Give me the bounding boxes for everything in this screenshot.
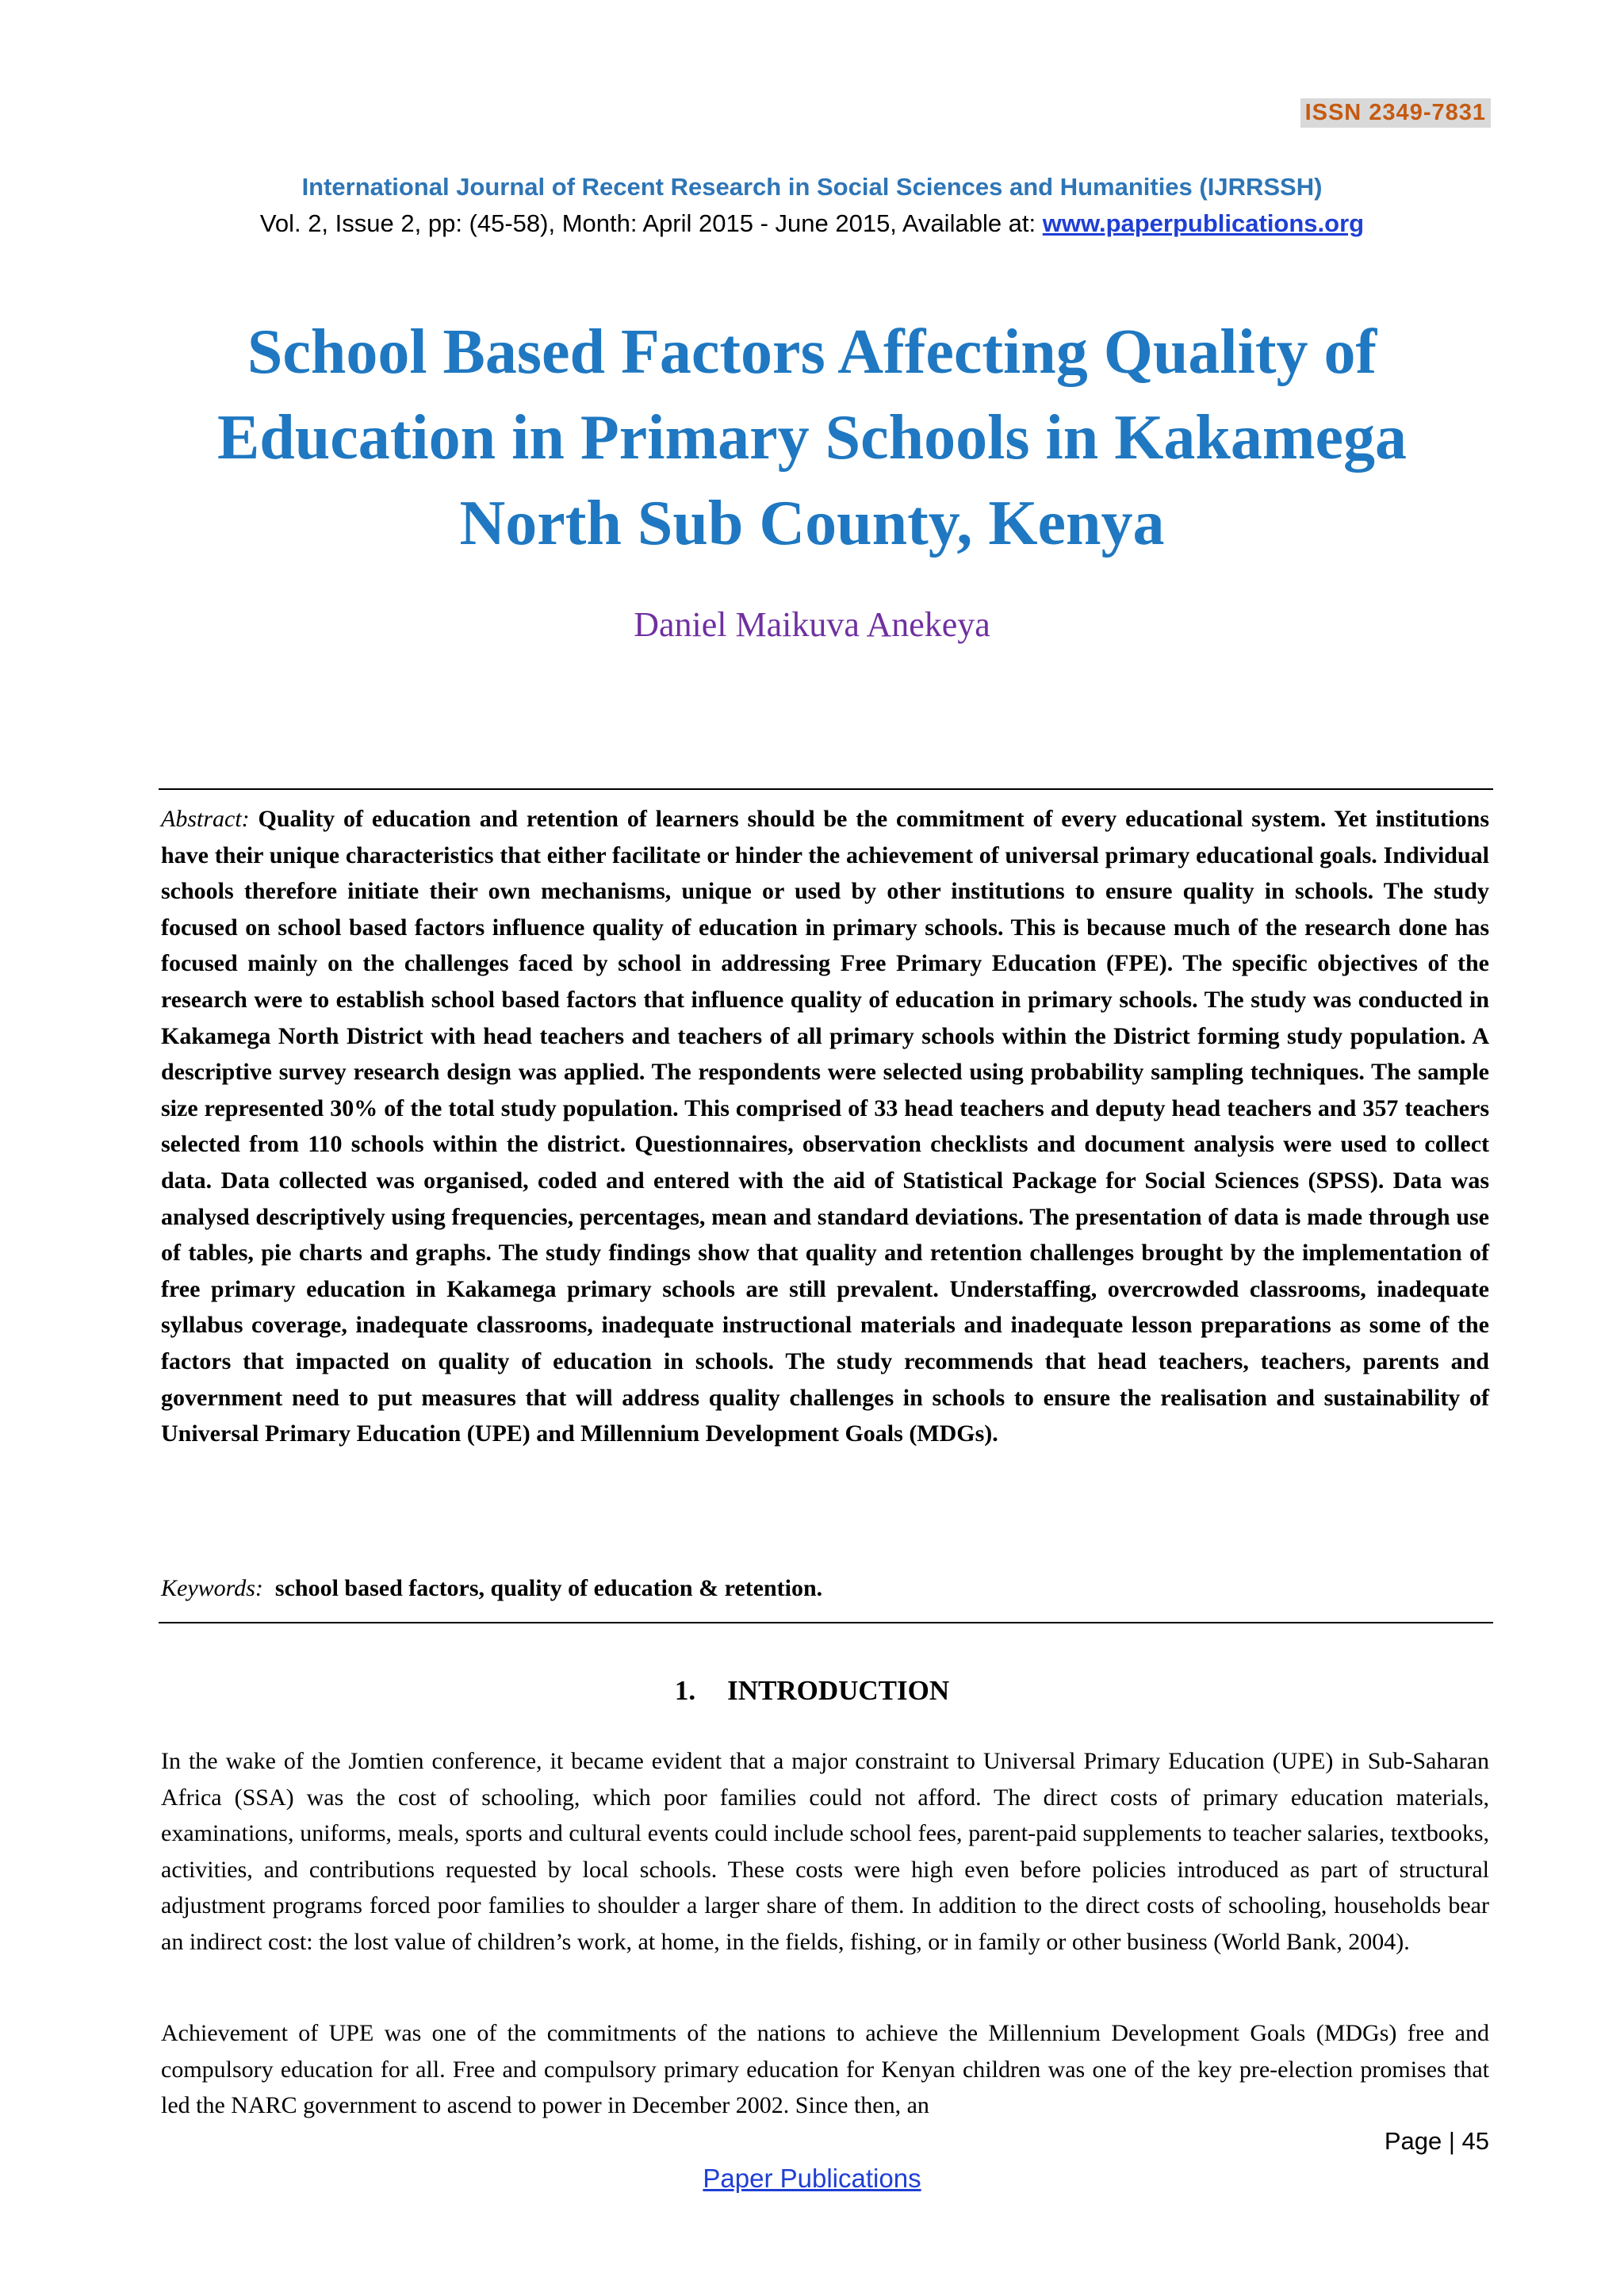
keywords-label: Keywords: [161,1575,263,1601]
volume-line [0,209,1624,238]
journal-name: International Journal of Recent Research in Social Sciences and Humanities (IJRRSSH) [301,173,1323,201]
intro-paragraph-2: Achievement of UPE was one of the commitments of the nations to achieve the Millennium Development Goals (MDGs) free and compulsory education for all. Free and compulsory primary education for Kenyan children was one of the key pre-election promises that led the NARC government to ascend to power in December 2002. Since then, an [161,2020,1489,2119]
issn-label: ISSN 2349-7831 [1300,98,1491,128]
section-number: 1. [674,1675,696,1706]
section-heading [0,1675,1624,1707]
abstract-label: Abstract: [161,806,250,832]
section-title: INTRODUCTION [727,1675,950,1706]
abstract [161,801,1489,1452]
abstract-bottom-rule [159,1622,1493,1623]
abstract-text: Quality of education and retention of learners should be the commitment of every educational system. Yet institutions have their unique characteristics that either facilitate or hinder the achievement of universal primary educational goals. Individual schools therefore initiate their own mechanisms, unique or used by other institutions to ensure quality in schools. The study focused on school based factors influence quality of education in primary schools. This is because much of the research done has focused mainly on the challenges faced by school in addressing Free Primary Education (FPE). The specific objectives of the research were to establish school based factors that influence quality of education in primary schools. The study was conducted in Kakamega North District with head teachers and teachers of all primary schools within the District forming study population. A descriptive survey research design was applied. The respondents were selected using probability sampling techniques. The sample size represented 30% of the total study population. This comprised of 33 head teachers and deputy head teachers and 357 teachers selected from 110 schools within the district. Questionnaires, observation checklists and document analysis were used to collect data. Data collected was organised, coded and entered with the aid of Statistical Package for Social Sciences (SPSS). Data was analysed descriptively using frequencies, percentages, mean and standard deviations. The presentation of data is made through use of tables, pie charts and graphs. The study findings show that quality and retention challenges brought by the implementation of free primary education in Kakamega primary schools are still prevalent. Understaffing, overcrowded classrooms, inadequate syllabus coverage, inadequate classrooms, inadequate instructional materials and inadequate lesson preparations as some of the factors that impacted on quality of education in schools. The study recommends that head teachers, teachers, parents and government need to put measures that will address quality challenges in schools to ensure the realisation and sustainability of Universal Primary Education (UPE) and Millennium Development Goals (MDGs). [161,806,1490,1447]
author-name: Daniel Maikuva Anekeya [634,605,990,644]
keywords [161,1575,1489,1602]
journal-website-link[interactable]: www.paperpublications.org [1042,209,1365,237]
paper-title: School Based Factors Affecting Quality of Education in Primary Schools in Kakamega North Sub County, Kenya [216,317,1408,558]
publisher-link[interactable]: Paper Publications [703,2164,921,2193]
abstract-top-rule [159,788,1493,790]
volume-text: Vol. 2, Issue 2, pp: (45-58), Month: April 2015 - June 2015, Available at: [259,209,1043,237]
intro-paragraph-1: In the wake of the Jomtien conference, it became evident that a major constraint to Universal Primary Education (UPE) in Sub-Saharan Africa (SSA) was the cost of schooling, which poor families could not afford. The direct costs of primary education materials, examinations, uniforms, meals, sports and cultural events could include school fees, parent-paid supplements to teacher salaries, textbooks, activities, and contributions requested by local schools. These costs were high even before policies introduced as part of structural adjustment programs forced poor families to shoulder a larger share of them. In addition to the direct costs of schooling, households bear an indirect cost: the lost value of children’s work, at home, in the fields, fishing, or in family or other business (World Bank, 2004). [161,1748,1489,1955]
page-number: Page | 45 [1384,2127,1489,2155]
keywords-text: school based factors, quality of education & retention. [274,1575,823,1601]
